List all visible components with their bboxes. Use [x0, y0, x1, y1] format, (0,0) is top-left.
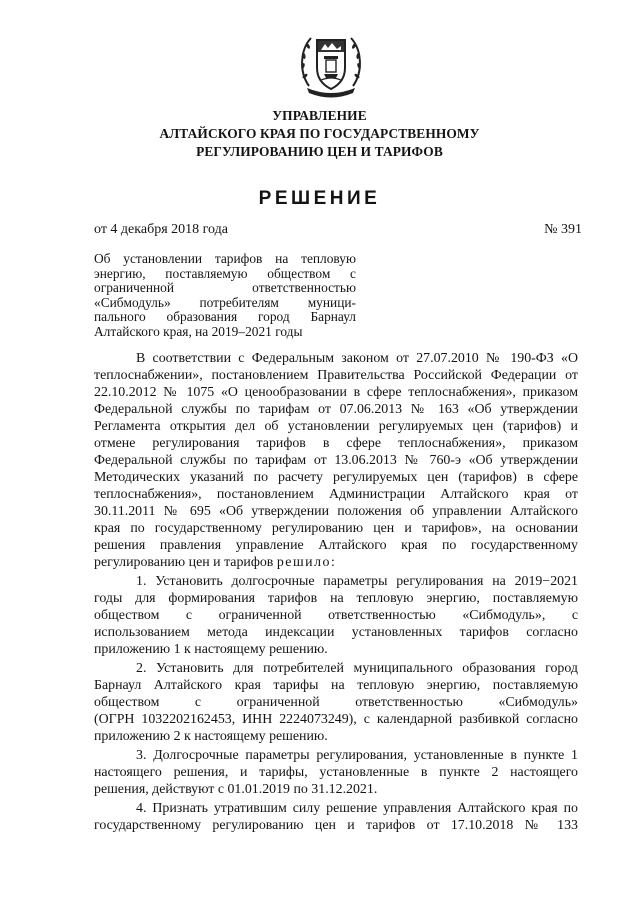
- clause-4-line: 4. Признать утратившим силу решение управления Алтайского края по: [136, 801, 578, 816]
- document-subject: [94, 252, 356, 340]
- subject-line: «Сибмодуль» потребителям муници-: [94, 294, 356, 310]
- body-line: обществом с ограниченной ответственностью «Сибмодуль», с: [94, 608, 578, 623]
- body-line: годы для формирования тарифов на тепловую энергию, поставляемую: [94, 591, 578, 606]
- body-line: приложению 1 к настоящему решению.: [94, 642, 328, 657]
- body-line: решения, действуют с 01.01.2019 по 31.12.2021.: [94, 782, 378, 797]
- body-line: Федеральной службы по тарифам от 07.06.2013 № 163 «Об утверждении: [94, 402, 578, 417]
- subject-line: энергию, поставляемую обществом с: [94, 265, 356, 281]
- org-line: АЛТАЙСКОГО КРАЯ ПО ГОСУДАРСТВЕННОМУ: [159, 126, 480, 141]
- body-line: Регламента открытия дел об установлении регулируемых цен (тарифов) и: [94, 419, 578, 434]
- body-line: В соответствии с Федеральным законом от 27.07.2010 № 190-ФЗ «О: [136, 351, 578, 366]
- body-line: обществом с ограниченной ответственностью «Сибмодуль»: [94, 695, 578, 710]
- body-line: настоящего решения, и тарифы, установленные в пункте 2 настоящего: [94, 765, 578, 780]
- body-line: Федеральной службы по тарифам от 13.06.2013 № 760-э «Об утверждении: [94, 453, 578, 468]
- clause-2-line: 2. Установить для потребителей муниципального образования город: [136, 661, 578, 676]
- body-line: отмене регулирования тарифов в сфере теплоснабжения», приказом: [94, 436, 578, 451]
- body-line: использованием метода индексации установленных тарифов согласно: [94, 625, 578, 640]
- coat-of-arms-icon: [297, 28, 365, 100]
- org-line: УПРАВЛЕНИЕ: [272, 108, 367, 123]
- body-line: приложению 2 к настоящему решению.: [94, 729, 328, 744]
- subject-line: Об установлении тарифов на тепловую: [94, 251, 356, 266]
- org-line: РЕГУЛИРОВАНИЮ ЦЕН И ТАРИФОВ: [196, 144, 443, 159]
- clause-3-line: 3. Долгосрочные параметры регулирования, установленные в пункте 1: [136, 748, 578, 763]
- body-line: государственному регулированию цен и тарифов от 17.10.2018 № 133: [94, 818, 578, 833]
- resolution-line: регулированию цен и тарифов решило:: [94, 555, 335, 570]
- body-line: Барнаул Алтайского края тарифы на тепловую энергию, поставляемую: [94, 678, 578, 693]
- body-line: теплоснабжении», постановлением Правительства Российской Федерации от: [94, 368, 578, 383]
- document-number: № 391: [544, 222, 582, 237]
- body-line: 22.10.2012 № 1075 «О ценообразовании в сфере теплоснабжения», приказом: [94, 385, 578, 400]
- resolved-word: решило: [276, 555, 331, 570]
- body-line: Методических указаний по расчету регулируемых цен (тарифов) в сфере: [94, 470, 578, 485]
- body-line: теплоснабжения», постановлением Администрации Алтайского края от: [94, 487, 578, 502]
- body-line: 30.11.2011 № 695 «Об утверждении положения об управлении Алтайского: [94, 504, 578, 519]
- body-line: (ОГРН 1032202162453, ИНН 2224073249), с календарной разбивкой согласно: [94, 712, 578, 727]
- body-line: края по государственному регулированию цен и тарифов», на основании: [94, 521, 578, 536]
- subject-line: ограниченной ответственностью: [94, 280, 356, 296]
- body-line: решения правления управление Алтайского края по государственному: [94, 538, 578, 553]
- subject-line: пального образования город Барнаул: [94, 309, 356, 325]
- clause-1-line: 1. Установить долгосрочные параметры регулирования на 2019−2021: [136, 574, 578, 589]
- body-line: регулированию цен и тарифов: [94, 555, 274, 570]
- subject-line: Алтайского края, на 2019–2021 годы: [94, 323, 303, 339]
- document-title: РЕШЕНИЕ: [258, 188, 381, 209]
- document-date: от 4 декабря 2018 года: [94, 222, 228, 237]
